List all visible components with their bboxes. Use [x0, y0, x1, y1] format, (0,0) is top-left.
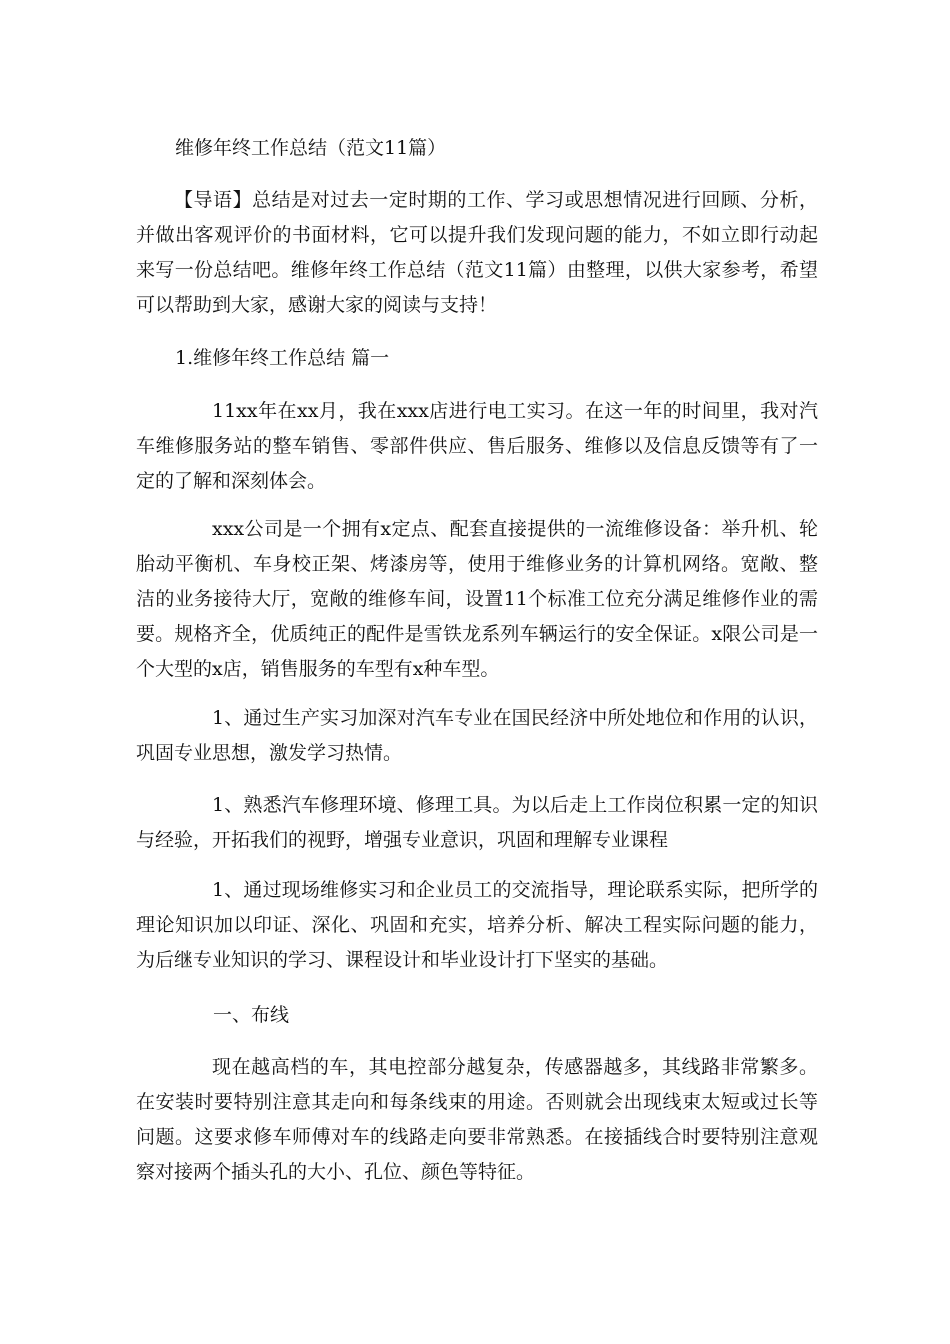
- section-heading-1: 1.维修年终工作总结 篇一: [175, 347, 390, 369]
- body-paragraph-3: 1、通过生产实习加深对汽车专业在国民经济中所处地位和作用的认识，巩固专业思想，激发学习热情。: [136, 707, 818, 764]
- body-paragraph-6: 现在越高档的车，其电控部分越复杂，传感器越多，其线路非常繁多。在安装时要特别注意其走向和每条线束的用途。否则就会出现线束太短或过长等问题。这要求修车师傅对车的线路走向要非常熟悉。在接插线合时要特别注意观察对接两个插头孔的大小、孔位、颜色等特征。: [136, 1056, 818, 1183]
- intro-paragraph: 【导语】总结是对过去一定时期的工作、学习或思想情况进行回顾、分析，并做出客观评价的书面材料，它可以提升我们发现问题的能力，不如立即行动起来写一份总结吧。维修年终工作总结（范文11篇）由整理，以供大家参考，希望可以帮助到大家，感谢大家的阅读与支持！: [136, 189, 818, 316]
- document-title: 维修年终工作总结（范文11篇）: [175, 137, 447, 159]
- body-paragraph-2: xxx公司是一个拥有x定点、配套直接提供的一流维修设备：举升机、轮胎动平衡机、车身校正架、烤漆房等，使用于维修业务的计算机网络。宽敞、整洁的业务接待大厅，宽敞的维修车间，设置11个标准工位充分满足维修作业的需要。规格齐全，优质纯正的配件是雪铁龙系列车辆运行的安全保证。x限公司是一个大型的x店，销售服务的车型有x种车型。: [136, 518, 818, 680]
- body-paragraph-5: 1、通过现场维修实习和企业员工的交流指导，理论联系实际，把所学的理论知识加以印证、深化、巩固和充实，培养分析、解决工程实际问题的能力，为后继专业知识的学习、课程设计和毕业设计打下坚实的基础。: [136, 879, 818, 971]
- body-paragraph-4: 1、熟悉汽车修理环境、修理工具。为以后走上工作岗位积累一定的知识与经验，开拓我们的视野，增强专业意识，巩固和理解专业课程: [136, 794, 818, 851]
- body-paragraph-1: 11xx年在xx月，我在xxx店进行电工实习。在这一年的时间里，我对汽车维修服务站的整车销售、零部件供应、售后服务、维修以及信息反馈等有了一定的了解和深刻体会。: [136, 400, 818, 492]
- subheading-wiring: 一、布线: [213, 1004, 290, 1026]
